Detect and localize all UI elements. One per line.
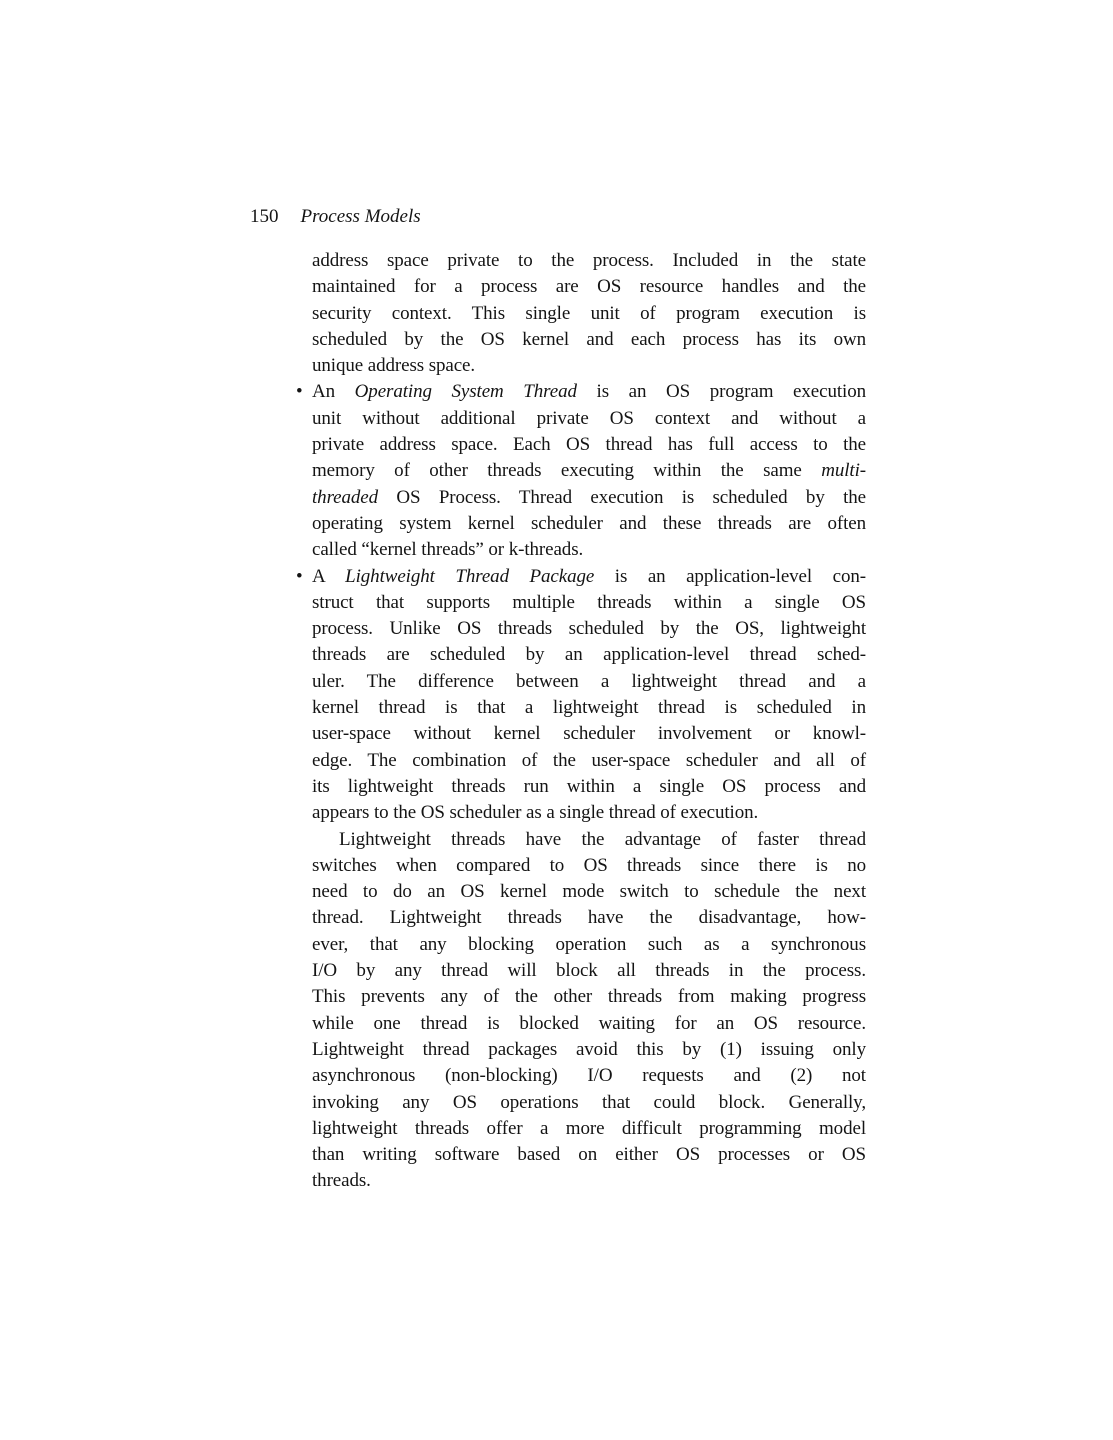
text-line: struct that supports multiple threads within a single OS [312,591,866,613]
bullet-icon: • [296,565,303,587]
text-line: memory of other threads executing within the same multi- [312,460,866,482]
page-body [296,248,867,1195]
text-line: its lightweight threads run within a single OS process and [312,775,866,797]
text-line: switches when compared to OS threads since there is no [312,854,866,876]
text-line: appears to the OS scheduler as a single thread of execution. [312,802,759,824]
text-line: need to do an OS kernel mode switch to schedule the next [312,881,866,903]
text-line: Lightweight thread packages avoid this by (1) issuing only [312,1038,866,1060]
text-line: process. Unlike OS threads scheduled by the OS, lightweight [312,618,866,640]
text-line: maintained for a process are OS resource handles and the [312,276,866,298]
text-line: invoking any OS operations that could block. Generally, [312,1091,866,1113]
text-line: unit without additional private OS context and without a [312,407,866,429]
bullet-item [296,379,867,563]
text-line: Lightweight threads have the advantage of faster thread [339,828,866,850]
text-line: uler. The difference between a lightweight thread and a [312,670,866,692]
text-line: user-space without kernel scheduler involvement or knowl- [312,723,866,745]
text-line: scheduled by the OS kernel and each process has its own [312,328,866,350]
text-line: lightweight threads offer a more difficult programming model [312,1117,866,1139]
text-line: asynchronous (non-blocking) I/O requests and (2) not [312,1065,866,1087]
text-line: operating system kernel scheduler and these threads are often [312,512,866,534]
paragraph [312,827,866,1195]
text-line: I/O by any thread will block all threads in the process. [312,960,866,982]
text-line: • A Lightweight Thread Package is an application-level con- [312,564,866,590]
bullet-icon: • [296,381,303,403]
text-line: than writing software based on either OS processes or OS [312,1144,866,1166]
text-line: threads are scheduled by an application-level thread sched- [312,644,866,666]
running-title: Process Models [300,206,421,227]
text-line: • An Operating System Thread is an OS program execution [312,379,866,405]
text-line: threaded OS Process. Thread execution is scheduled by the [312,486,866,508]
text-line: threads. [312,1170,371,1192]
text-line: security context. This single unit of program execution is [312,302,866,324]
paragraph [312,248,866,379]
text-line: private address space. Each OS thread has full access to the [312,434,866,456]
text-line: thread. Lightweight threads have the disadvantage, how- [312,907,866,929]
text-line: This prevents any of the other threads from making progress [312,986,866,1008]
text-line: edge. The combination of the user-space scheduler and all of [312,749,866,771]
text-line: ever, that any blocking operation such as a synchronous [312,933,866,955]
page-header [250,204,421,230]
text-line: called “kernel threads” or k-threads. [312,539,584,561]
text-line: while one thread is blocked waiting for an OS resource. [312,1012,866,1034]
text-line: unique address space. [312,355,476,377]
text-line: address space private to the process. Included in the state [312,250,866,271]
bullet-item [296,564,866,827]
page-number: 150 [250,206,279,227]
text-line: kernel thread is that a lightweight thread is scheduled in [312,697,866,719]
